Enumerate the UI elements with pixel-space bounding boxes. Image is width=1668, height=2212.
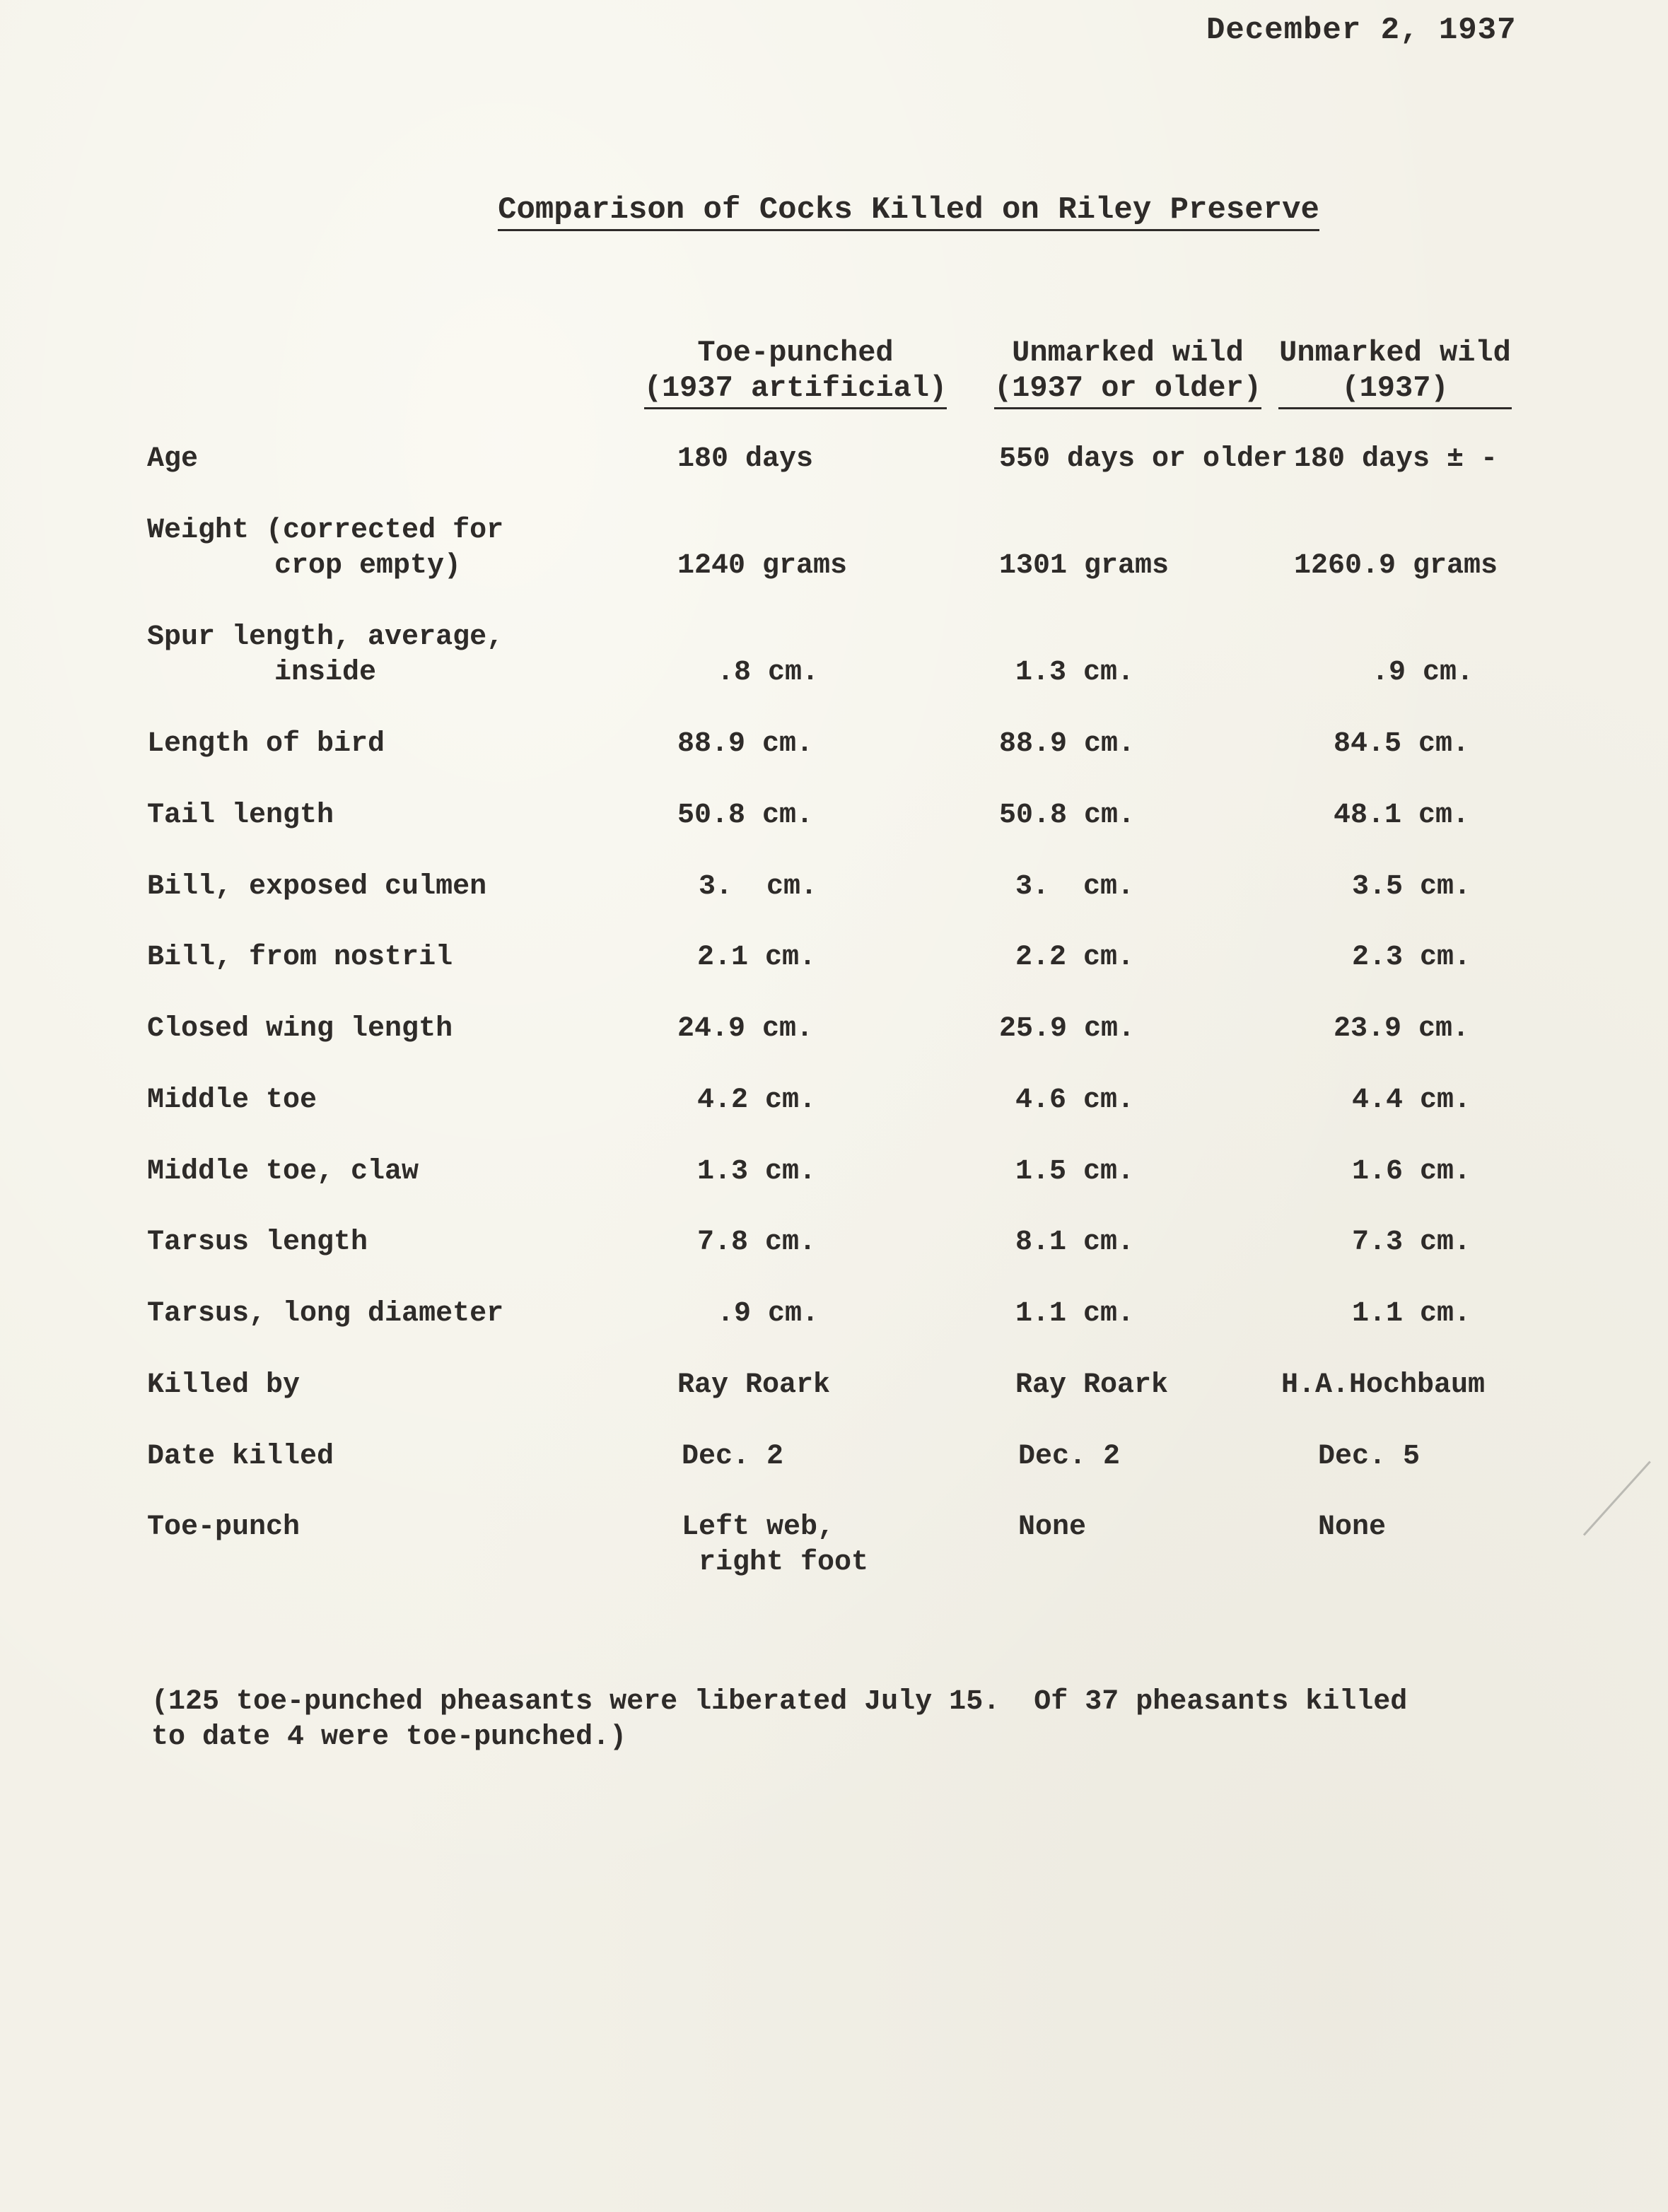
row-label-line: Spur length, average, (147, 621, 504, 653)
column-header-unmarked-older (993, 335, 1262, 409)
value-unmarked-1937: 7.3 cm. (1352, 1227, 1471, 1258)
document-title (0, 192, 1668, 228)
value-unmarked-1937: 23.9 cm. (1334, 1013, 1470, 1045)
value-unmarked-older: 1.5 cm. (1015, 1156, 1135, 1188)
value-toe-punched: 4.2 cm. (697, 1084, 817, 1116)
value-toe-punched: 3. cm. (699, 871, 818, 903)
row-label (147, 870, 543, 905)
row-label-line: Tail length (147, 800, 334, 831)
value-toe-punched (682, 1510, 868, 1581)
column-header-toe-punched (640, 335, 951, 409)
row-label (147, 1083, 543, 1118)
value-toe-punched: 88.9 cm. (677, 728, 814, 760)
row-label-line: Closed wing length (147, 1013, 453, 1045)
value-unmarked-older: None (1018, 1511, 1087, 1543)
row-label-line: Bill, exposed culmen (147, 871, 487, 903)
row-label (147, 940, 543, 976)
row-label-line: crop empty) (274, 550, 462, 582)
row-label-line: Middle toe, claw (147, 1156, 419, 1188)
value-unmarked-1937: 3.5 cm. (1352, 871, 1471, 903)
value-toe-punched: 24.9 cm. (677, 1013, 814, 1045)
value-unmarked-1937: None (1318, 1511, 1387, 1543)
row-label-line: Date killed (147, 1441, 334, 1473)
value-line: right foot (699, 1547, 869, 1579)
value-unmarked-older: 88.9 cm. (999, 728, 1136, 760)
value-unmarked-1937: 84.5 cm. (1334, 728, 1470, 760)
column-header-line1: Toe-punched (697, 336, 894, 370)
footnote (151, 1685, 1495, 1755)
document-date: December 2, 1937 (1206, 13, 1517, 48)
row-label-line: inside (274, 657, 377, 689)
row-label-line: Killed by (147, 1369, 301, 1401)
row-label-line: Age (147, 443, 199, 475)
value-unmarked-older: 50.8 cm. (999, 800, 1136, 831)
row-label-line: Weight (corrected for (147, 515, 504, 546)
value-unmarked-1937: Dec. 5 (1318, 1441, 1421, 1473)
value-unmarked-older: Ray Roark (1015, 1369, 1169, 1401)
row-label (147, 1225, 543, 1260)
value-unmarked-older: 1.1 cm. (1015, 1298, 1135, 1330)
row-label (147, 1368, 543, 1403)
row-label (147, 1510, 543, 1545)
column-header-line1: Unmarked wild (1279, 336, 1511, 370)
pencil-mark (1583, 1461, 1651, 1535)
value-unmarked-1937: .9 cm. (1372, 657, 1474, 689)
row-label-line: Tarsus length (147, 1227, 368, 1258)
value-unmarked-older: 25.9 cm. (999, 1013, 1136, 1045)
row-label-line: Toe-punch (147, 1511, 301, 1543)
title-text: Comparison of Cocks Killed on Riley Preserve (498, 192, 1319, 231)
value-unmarked-older: 550 days or older (999, 443, 1288, 475)
value-toe-punched: Dec. 2 (682, 1441, 784, 1473)
value-toe-punched: 1240 grams (677, 550, 848, 582)
column-header-line2: (1937 or older) (994, 370, 1261, 409)
row-label (147, 1439, 543, 1475)
column-header-line1: Unmarked wild (1012, 336, 1244, 370)
row-label-line: Tarsus, long diameter (147, 1298, 504, 1330)
value-line: Left web, (682, 1511, 835, 1543)
value-toe-punched: Ray Roark (677, 1369, 831, 1401)
value-unmarked-1937: 4.4 cm. (1352, 1084, 1471, 1116)
row-label (147, 442, 543, 477)
value-unmarked-older: Dec. 2 (1018, 1441, 1121, 1473)
column-header-line2: (1937) (1278, 370, 1512, 409)
row-label-line: Length of bird (147, 728, 385, 760)
row-label (147, 513, 543, 584)
value-unmarked-older: 4.6 cm. (1015, 1084, 1135, 1116)
row-label (147, 727, 543, 762)
footnote-line: (125 toe-punched pheasants were liberated July 15. Of 37 pheasants killed (151, 1686, 1408, 1718)
value-toe-punched: 2.1 cm. (697, 942, 817, 973)
value-unmarked-older: 2.2 cm. (1015, 942, 1135, 973)
value-unmarked-older: 1.3 cm. (1015, 657, 1135, 689)
row-label (147, 798, 543, 833)
value-toe-punched: 50.8 cm. (677, 800, 814, 831)
column-header-line2: (1937 artificial) (644, 370, 947, 409)
footnote-line: to date 4 were toe-punched.) (151, 1721, 627, 1753)
value-toe-punched: .9 cm. (717, 1298, 820, 1330)
value-unmarked-1937: 48.1 cm. (1334, 800, 1470, 831)
value-toe-punched: .8 cm. (717, 657, 820, 689)
value-toe-punched: 7.8 cm. (697, 1227, 817, 1258)
row-label (147, 620, 543, 691)
row-label (147, 1297, 543, 1332)
column-header-unmarked-1937 (1278, 335, 1512, 409)
row-label-line: Bill, from nostril (147, 942, 453, 973)
value-unmarked-older: 1301 grams (999, 550, 1170, 582)
row-label (147, 1154, 543, 1190)
value-unmarked-1937: 1.6 cm. (1352, 1156, 1471, 1188)
value-unmarked-1937: 180 days ± - (1294, 443, 1498, 475)
value-toe-punched: 1.3 cm. (697, 1156, 817, 1188)
value-unmarked-1937: 2.3 cm. (1352, 942, 1471, 973)
value-unmarked-1937: H.A.Hochbaum (1281, 1369, 1486, 1401)
value-unmarked-1937: 1.1 cm. (1352, 1298, 1471, 1330)
value-unmarked-older: 3. cm. (1015, 871, 1135, 903)
row-label-line: Middle toe (147, 1084, 317, 1116)
value-toe-punched: 180 days (677, 443, 814, 475)
value-unmarked-1937: 1260.9 grams (1294, 550, 1498, 582)
value-unmarked-older: 8.1 cm. (1015, 1227, 1135, 1258)
row-label (147, 1012, 543, 1047)
